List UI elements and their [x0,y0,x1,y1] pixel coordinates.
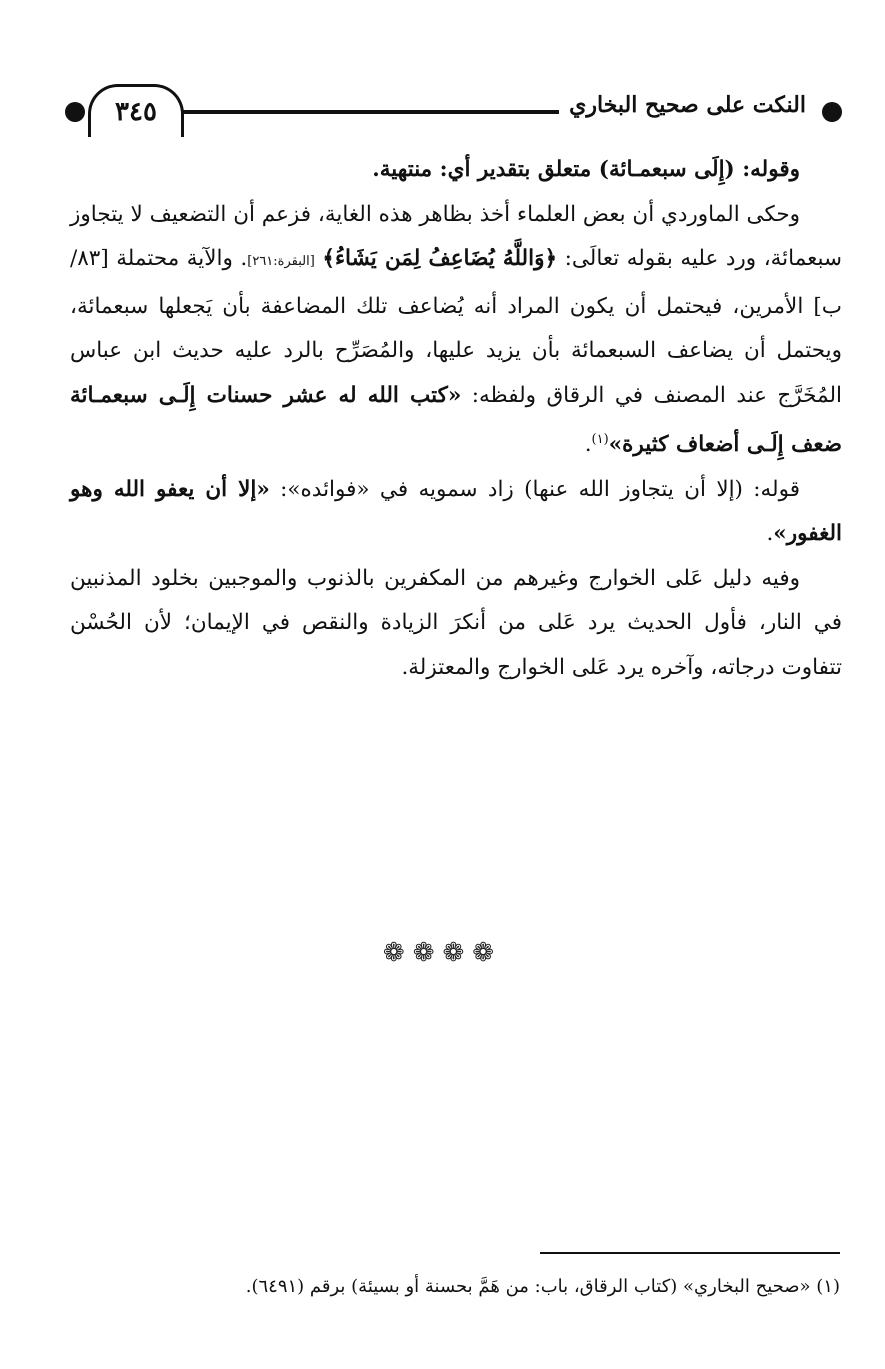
page-number: ٣٤٥ [88,84,184,137]
header-dot-left [65,102,85,122]
paragraph-1 [70,148,842,193]
hadith-quote: «كتب الله له عشر حسنات إِلَـى سبعمـائة ضعف إِلَـى أضعاف كثيرة» [70,382,842,458]
paragraph-1-text: وقوله: (إِلَى سبعمـائة) متعلق بتقدير أي: منتهية. [372,157,800,182]
header-dot-right [822,102,842,122]
paragraph-2-text-b: . والآية محتملة [٨٣/ب] الأمرين، فيحتمل أن يكون المراد أنه يُضاعف تلك المضاعفة بأن يَجعلها سبعمائة، ويحتمل أن يضاعف السبعمائة بأن يزيد عليها، والمُصَرِّح بالرد عليه حديث ابن عباس المُخَرَّج عند المصنف في الرقاق ولفظه: [70,246,842,408]
paragraph-2-text-a: وحكى الماوردي أن بعض العلماء أخذ بظاهر هذه الغاية، فزعم أن التضعيف لا يتجاوز سبعمائة، ورد عليه بقوله تعالَى: [70,201,842,271]
paragraph-3-text: قوله: (إلا أن يتجاوز الله عنها) زاد سمويه في «فوائده»: [269,476,800,502]
footnote-rule [540,1252,840,1254]
quran-verse: ﴿وَاللَّهُ يُضَاعِفُ لِمَن يَشَاءُ﴾ [322,246,558,271]
section-ornament: ❁❁❁❁ [382,938,503,968]
paragraph-2 [70,193,842,468]
paragraph-3-quote: «إلا أن يعفو الله وهو الغفور» [70,476,842,547]
footnote: (١) «صحيح البخاري» (كتاب الرقاق، باب: من هَمَّ بحسنة أو بسيئة) برقم (٦٤٩١). [245,1276,840,1297]
book-title: النكت على صحيح البخاري [559,92,816,118]
verse-reference: [البقرة:٢٦١] [247,254,315,269]
header-rule [178,110,580,114]
paragraph-2-end: . [584,432,592,458]
paragraph-3-end: . [766,521,774,547]
paragraph-4: وفيه دليل عَلى الخوارج وغيرهم من المكفرين بالذنوب والموجبين بخلود المذنبين في النار، فأول الحديث يرد عَلى من أنكرَ الزيادة والنقص في الإيمان؛ لأن الحُسْن تتفاوت درجاته، وآخره يرد عَلى الخوارج والمعتزلة. [70,565,842,680]
paragraph-3 [70,468,842,557]
main-text [70,148,842,690]
footnote-marker: (١) [591,432,609,447]
page-header [60,78,842,138]
